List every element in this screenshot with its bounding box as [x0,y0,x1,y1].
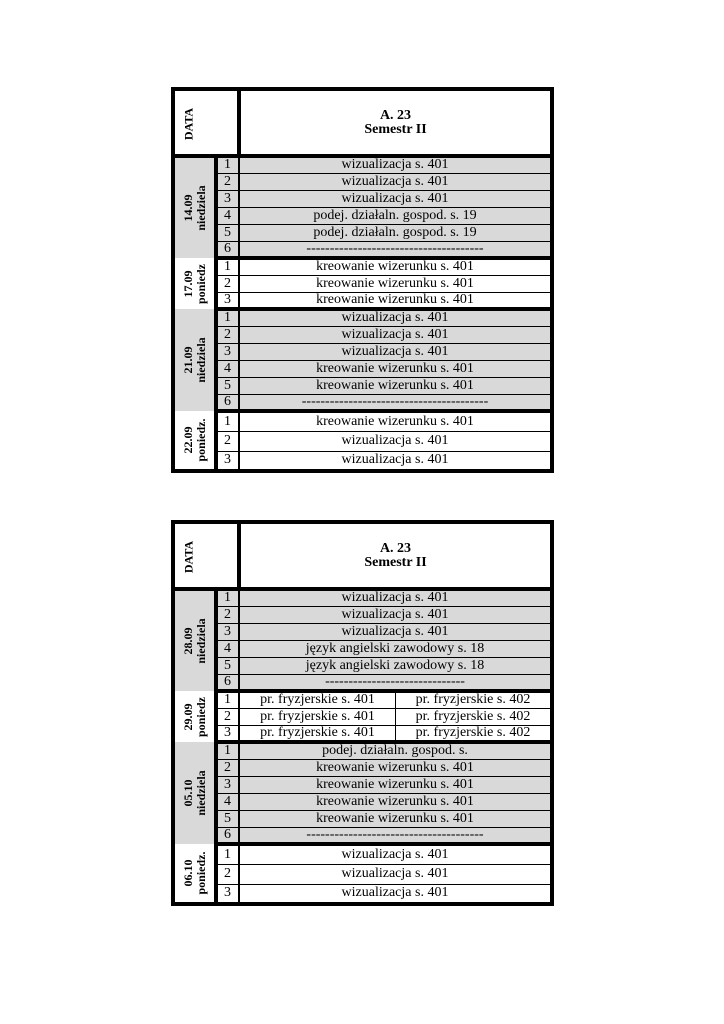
subject-cell: wizualizacja s. 401 [239,309,552,326]
lesson-number: 3 [216,451,239,471]
lesson-number: 1 [216,742,239,759]
subject-group-2: pr. fryzjerskie s. 402 [396,708,553,725]
subject-group-1: pr. fryzjerskie s. 401 [239,708,396,725]
schedule-title [239,522,552,589]
table-row [173,657,552,674]
date-text: 22.09 [180,426,195,454]
subject-cell: kreowanie wizerunku s. 401 [239,360,552,377]
day-label [181,770,207,815]
table-row [173,292,552,309]
date-header-label: DATA [181,107,196,141]
lesson-number: 1 [216,844,239,864]
subject-cell: wizualizacja s. 401 [239,606,552,623]
table-row [173,190,552,207]
subject-group-1: pr. fryzjerskie s. 401 [239,725,396,742]
table-row [173,394,552,411]
table-row [173,691,552,708]
lesson-number: 3 [216,884,239,904]
day-cell [173,844,216,904]
weekday-text: niedziela [193,337,208,383]
class-name: A. 23 [379,107,412,123]
weekday-text: poniedz [193,696,208,737]
subject-group-2: pr. fryzjerskie s. 402 [396,725,553,742]
lesson-number: 4 [216,360,239,377]
subject-cell: wizualizacja s. 401 [239,173,552,190]
lesson-number: 5 [216,657,239,674]
lesson-number: 2 [216,606,239,623]
lesson-number: 1 [216,258,239,275]
semester-label: Semestr II [364,121,427,137]
subject-cell: wizualizacja s. 401 [239,431,552,451]
table-row [173,776,552,793]
table-row [173,759,552,776]
table-row [173,674,552,691]
lesson-number: 5 [216,810,239,827]
lesson-number: 4 [216,640,239,657]
day-label [181,263,207,303]
lesson-number: 3 [216,623,239,640]
day-label [181,418,207,461]
day-cell [173,156,216,258]
subject-cell: kreowanie wizerunku s. 401 [239,292,552,309]
table-row [173,864,552,884]
table-row [173,623,552,640]
table-row [173,343,552,360]
subject-cell: wizualizacja s. 401 [239,864,552,884]
table-row [173,275,552,292]
table-row [173,258,552,275]
weekday-text: poniedz. [193,418,208,462]
subject-cell: wizualizacja s. 401 [239,156,552,173]
subject-cell: wizualizacja s. 401 [341,452,449,468]
lesson-number: 2 [216,708,239,725]
lesson-number: 1 [216,589,239,606]
lesson-number: 2 [216,275,239,292]
date-text: 29.09 [180,703,195,731]
table-row [173,827,552,844]
table-row [173,884,552,904]
subject-cell: -------------------------------------- [239,241,552,258]
day-cell [173,411,216,471]
day-cell [173,589,216,691]
date-text: 05.10 [180,779,195,807]
date-text: 14.09 [180,194,195,222]
lesson-number: 5 [216,377,239,394]
lesson-number: 2 [216,759,239,776]
subject-cell: kreowanie wizerunku s. 401 [239,793,552,810]
date-column-header [173,89,239,156]
day-cell [173,691,216,742]
day-cell [173,742,216,844]
table-row [173,725,552,742]
subject-cell: kreowanie wizerunku s. 401 [239,377,552,394]
date-header-label: DATA [181,540,196,574]
day-label [181,696,207,736]
subject-cell: język angielski zawodowy s. 18 [239,640,552,657]
subject-cell: podej. działaln. gospod. s. 19 [239,207,552,224]
day-label [181,618,207,663]
subject-cell: kreowanie wizerunku s. 401 [239,759,552,776]
subject-cell: podej. działaln. gospod. s. 19 [239,224,552,241]
lesson-number: 3 [216,776,239,793]
table-row [173,640,552,657]
subject-cell: wizualizacja s. 401 [239,343,552,360]
date-text: 28.09 [180,627,195,655]
lesson-number: 4 [216,793,239,810]
table-row [173,241,552,258]
lesson-number: 1 [216,411,239,431]
schedule-title [239,89,552,156]
subject-cell: podej. działaln. gospod. s. [239,742,552,759]
table-row [173,451,552,471]
class-name: A. 23 [379,540,412,556]
weekday-text: poniedz [193,263,208,304]
subject-cell: wizualizacja s. 401 [341,885,449,901]
semester-label: Semestr II [364,554,427,570]
date-column-header [173,522,239,589]
day-cell [173,258,216,309]
lesson-number: 6 [216,394,239,411]
weekday-text: niedziela [193,185,208,231]
weekday-text: niedziela [193,770,208,816]
table-row [173,793,552,810]
lesson-number: 2 [216,864,239,884]
subject-cell: kreowanie wizerunku s. 401 [239,258,552,275]
table-row [173,810,552,827]
subject-cell: wizualizacja s. 401 [239,190,552,207]
table-row [173,309,552,326]
table-row [173,742,552,759]
table-row [173,606,552,623]
day-label [181,185,207,230]
table-row [173,156,552,173]
day-label [181,851,207,894]
subject-group-2: pr. fryzjerskie s. 402 [396,691,553,708]
subject-group-1: pr. fryzjerskie s. 401 [239,691,396,708]
lesson-number: 5 [216,224,239,241]
table-row [173,207,552,224]
table-row [173,431,552,451]
lesson-number: 3 [216,343,239,360]
date-text: 17.09 [180,270,195,298]
lesson-number: 2 [216,431,239,451]
lesson-number: 1 [216,309,239,326]
day-cell [173,309,216,411]
lesson-number: 2 [216,173,239,190]
subject-cell: ------------------------------ [239,674,552,691]
table-row [173,173,552,190]
subject-cell: -------------------------------------- [239,827,552,844]
table-row [173,326,552,343]
table-row [173,360,552,377]
lesson-number: 6 [216,241,239,258]
subject-cell: ---------------------------------------- [239,394,552,411]
lesson-number: 2 [216,326,239,343]
lesson-number: 4 [216,207,239,224]
subject-cell: kreowanie wizerunku s. 401 [239,275,552,292]
lesson-number: 3 [216,725,239,742]
subject-cell: kreowanie wizerunku s. 401 [239,411,552,431]
table-row [173,708,552,725]
weekday-text: poniedz. [193,851,208,895]
day-label [181,337,207,382]
lesson-number: 6 [216,674,239,691]
table-row [173,411,552,431]
table-row [173,377,552,394]
subject-cell: wizualizacja s. 401 [239,844,552,864]
subject-cell: wizualizacja s. 401 [239,623,552,640]
weekday-text: niedziela [193,618,208,664]
schedule-table-1 [171,87,554,473]
subject-cell: wizualizacja s. 401 [239,326,552,343]
subject-cell: język angielski zawodowy s. 18 [239,657,552,674]
date-text: 21.09 [180,346,195,374]
schedule-table-2 [171,520,554,906]
table-row [173,589,552,606]
lesson-number: 1 [216,691,239,708]
date-text: 06.10 [180,859,195,887]
subject-cell: wizualizacja s. 401 [239,589,552,606]
table-row [173,844,552,864]
subject-cell: kreowanie wizerunku s. 401 [239,810,552,827]
lesson-number: 3 [216,292,239,309]
subject-cell: kreowanie wizerunku s. 401 [239,776,552,793]
lesson-number: 3 [216,190,239,207]
table-row [173,224,552,241]
lesson-number: 6 [216,827,239,844]
lesson-number: 1 [216,156,239,173]
